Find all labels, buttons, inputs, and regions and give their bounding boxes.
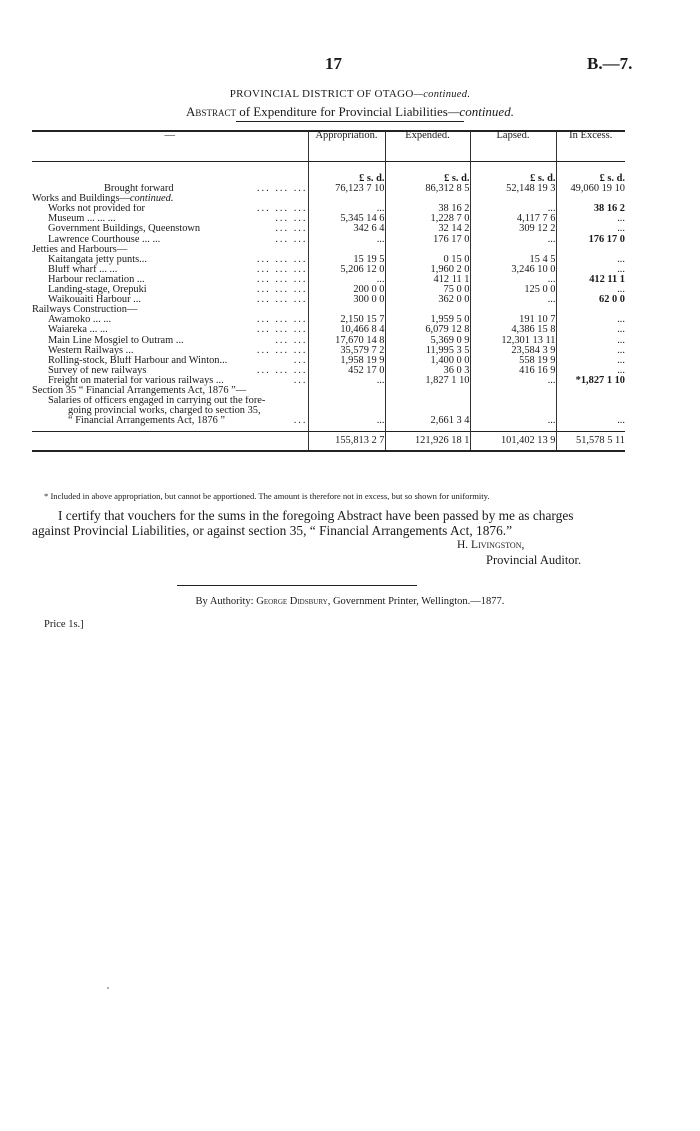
table-row [32, 194, 625, 204]
cell-expended [385, 386, 470, 396]
row-label [32, 376, 308, 386]
row-label-text: going provincial works, charged to section 35, [68, 406, 261, 417]
cell-lapsed: ... [470, 376, 556, 386]
row-label-text: Landing-stage, Orepuki [48, 285, 147, 296]
cell-appropriation: 17,670 14 8 [308, 336, 385, 346]
row-label [32, 275, 308, 285]
cell-excess: 49,060 19 10 [556, 184, 625, 194]
row-label [32, 336, 308, 346]
cell-excess [556, 305, 625, 315]
district-continued: —continued. [413, 89, 471, 100]
total-lapsed: 101,402 13 9 [470, 432, 556, 452]
total-excess: 51,578 5 11 [556, 432, 625, 452]
cell-expended: 38 16 2 [385, 204, 470, 214]
cell-expended: 412 11 1 [385, 275, 470, 285]
row-label-text: Western Railways ... [48, 345, 134, 356]
total-expended: 121,926 18 1 [385, 432, 470, 452]
table-row [32, 224, 625, 234]
row-label [32, 214, 308, 224]
section-heading [32, 386, 308, 396]
abstract-title-continued: —continued. [447, 104, 514, 119]
table-row [32, 396, 625, 406]
row-label [32, 295, 308, 305]
row-label-text: Bluff wharf ... ... [48, 264, 118, 275]
cell-expended: 5,369 0 9 [385, 336, 470, 346]
cell-excess: ... [556, 366, 625, 376]
cell-excess: ... [556, 325, 625, 335]
leader-dots: ... ... ... [256, 325, 308, 336]
cell-lapsed: 309 12 2 [470, 224, 556, 234]
cell-expended: 2,661 3 4 [385, 416, 470, 432]
leader-dots: ... [293, 355, 308, 366]
row-label-text: Section 35 “ Financial Arrangements Act, 1876 ”— [32, 385, 247, 396]
cell-expended: 6,079 12 8 [385, 325, 470, 335]
cell-expended: 32 14 2 [385, 224, 470, 234]
leader-dots: ... ... ... [256, 274, 308, 285]
row-label-text: Waiareka ... ... [48, 325, 108, 336]
signatory-title: Provincial Auditor. [486, 553, 582, 567]
total-appropriation: 155,813 2 7 [308, 432, 385, 452]
cell-lapsed [470, 396, 556, 406]
cell-lapsed: 15 4 5 [470, 255, 556, 265]
row-label-text: Harbour reclamation ... [48, 274, 145, 285]
col-header-excess: In Excess. [556, 131, 625, 162]
cell-expended: 0 15 0 [385, 255, 470, 265]
cell-excess: ... [556, 214, 625, 224]
cell-appropriation: 1,958 19 9 [308, 356, 385, 366]
row-label-text: “ Financial Arrangements Act, 1876 ” [68, 416, 225, 427]
cell-expended: 176 17 0 [385, 235, 470, 245]
cell-excess: ... [556, 255, 625, 265]
table-row [32, 285, 625, 295]
cell-appropriation [308, 406, 385, 416]
cell-expended: 86,312 8 5 [385, 184, 470, 194]
cell-excess: *1,827 1 10 [556, 376, 625, 386]
row-label-text: Waikouaiti Harbour ... [48, 295, 141, 306]
leader-dots: ... ... [275, 335, 308, 346]
table-row [32, 235, 625, 245]
cell-appropriation: 5,206 12 0 [308, 265, 385, 275]
leader-dots: ... ... ... [256, 315, 308, 326]
cell-excess [556, 245, 625, 255]
cell-expended: 1,960 2 0 [385, 265, 470, 275]
signatory-name-text: H. Livingston, [457, 539, 525, 551]
leader-dots: ... ... ... [256, 345, 308, 356]
units-lapsed: £ s. d. [470, 162, 556, 185]
cell-excess: ... [556, 416, 625, 432]
row-label-text: Main Line Mosgiel to Outram ... [48, 335, 184, 346]
imprint-printer: George Didsbury [256, 596, 328, 607]
cell-lapsed: 3,246 10 0 [470, 265, 556, 275]
leader-dots: ... ... [275, 214, 308, 225]
signatory-name [457, 539, 524, 551]
cell-excess: ... [556, 285, 625, 295]
cell-excess: 176 17 0 [556, 235, 625, 245]
row-label-text: Awamoko ... ... [48, 315, 112, 326]
table-row [32, 366, 625, 376]
table-row [32, 416, 625, 432]
cell-excess: ... [556, 315, 625, 325]
col-header-lapsed: Lapsed. [470, 131, 556, 162]
row-label-text: Museum ... ... ... [48, 214, 116, 225]
table-row [32, 406, 625, 416]
cell-lapsed: 4,386 15 8 [470, 325, 556, 335]
leader-dots: ... ... ... [256, 285, 308, 296]
cell-expended: 1,400 0 0 [385, 356, 470, 366]
cell-excess [556, 406, 625, 416]
scan-speck [107, 987, 109, 989]
row-label [32, 346, 308, 356]
leader-dots: ... ... ... [256, 295, 308, 306]
row-label [32, 285, 308, 295]
cell-appropriation: 35,579 7 2 [308, 346, 385, 356]
table-row [32, 295, 625, 305]
cell-excess: ... [556, 265, 625, 275]
row-label-text: Freight on material for various railways ... [48, 375, 224, 386]
row-label-text: Rolling-stock, Bluff Harbour and Winton... [48, 355, 228, 366]
leader-dots: ... [293, 375, 308, 386]
row-label-text: Government Buildings, Queenstown [48, 224, 201, 235]
cell-lapsed: 416 16 9 [470, 366, 556, 376]
cell-lapsed: ... [470, 295, 556, 305]
leader-dots: ... ... ... [256, 365, 308, 376]
district-name: PROVINCIAL DISTRICT OF OTAGO [229, 88, 414, 100]
cell-lapsed: 12,301 13 11 [470, 336, 556, 346]
cell-appropriation: 76,123 7 10 [308, 184, 385, 194]
row-label-text: Brought forward [104, 184, 174, 195]
row-label [32, 356, 308, 366]
cell-expended: 11,995 3 5 [385, 346, 470, 356]
row-label-text: Lawrence Courthouse ... ... [48, 234, 161, 245]
cell-lapsed [470, 194, 556, 204]
continued-suffix: continued. [129, 194, 174, 205]
row-label [32, 396, 308, 406]
cell-appropriation: 452 17 0 [308, 366, 385, 376]
cell-expended: 362 0 0 [385, 295, 470, 305]
imprint-rest: , Government Printer, Wellington.—1877. [327, 596, 505, 607]
row-label [32, 315, 308, 325]
cell-lapsed: ... [470, 235, 556, 245]
cell-excess: ... [556, 346, 625, 356]
table-row [32, 386, 625, 396]
row-label-text: Salaries of officers engaged in carrying out the fore- [48, 396, 266, 407]
section-heading [32, 305, 308, 315]
table-row [32, 325, 625, 335]
cell-expended: 75 0 0 [385, 285, 470, 295]
leader-dots: ... ... [275, 234, 308, 245]
cell-lapsed: 4,117 7 6 [470, 214, 556, 224]
row-label [32, 325, 308, 335]
cell-excess: 38 16 2 [556, 204, 625, 214]
row-label [32, 416, 308, 432]
table-header-row [32, 131, 625, 162]
col-header-label: — [32, 131, 308, 162]
authority-rule [177, 585, 417, 586]
cell-excess: ... [556, 356, 625, 366]
footnote: * Included in above appropriation, but cannot be apportioned. The amount is therefore not in excess, but so shown for uniformity. [44, 491, 490, 501]
row-label-text: Works not provided for [48, 204, 145, 215]
row-label [32, 265, 308, 275]
row-label [32, 235, 308, 245]
cell-lapsed: 125 0 0 [470, 285, 556, 295]
row-label [32, 224, 308, 234]
cell-appropriation: 200 0 0 [308, 285, 385, 295]
row-label-text: Kaitangata jetty punts... [48, 254, 147, 265]
imprint-prefix: By Authority: [195, 596, 257, 607]
cell-lapsed: 191 10 7 [470, 315, 556, 325]
col-header-expended: Expended. [385, 131, 470, 162]
document-code: B.—7. [587, 54, 633, 73]
cell-appropriation: ... [308, 204, 385, 214]
cell-appropriation: ... [308, 376, 385, 386]
row-label [32, 406, 308, 416]
cell-lapsed: ... [470, 275, 556, 285]
cell-excess: ... [556, 224, 625, 234]
cell-appropriation: 5,345 14 6 [308, 214, 385, 224]
units-expended: £ s. d. [385, 162, 470, 185]
leader-dots: ... [293, 416, 308, 427]
price-note: Price 1s.] [44, 619, 84, 630]
cell-appropriation: ... [308, 416, 385, 432]
table-row [32, 376, 625, 386]
cell-expended: 36 0 3 [385, 366, 470, 376]
district-heading [0, 88, 700, 100]
cell-expended: 1,228 7 0 [385, 214, 470, 224]
units-excess: £ s. d. [556, 162, 625, 185]
row-label [32, 366, 308, 376]
printer-imprint [0, 596, 700, 607]
cell-appropriation: ... [308, 275, 385, 285]
cell-appropriation: 342 6 4 [308, 224, 385, 234]
row-label-text: Jetties and Harbours— [32, 244, 128, 255]
cell-appropriation [308, 194, 385, 204]
row-label-text: Railways Construction— [32, 305, 138, 316]
cell-lapsed: ... [470, 416, 556, 432]
cell-appropriation: 300 0 0 [308, 295, 385, 305]
cell-lapsed: 52,148 19 3 [470, 184, 556, 194]
cell-appropriation [308, 386, 385, 396]
cell-appropriation: ... [308, 235, 385, 245]
certification-line-1: I certify that vouchers for the sums in the foregoing Abstract have been passed by me as charges [58, 508, 574, 523]
title-rule [236, 121, 464, 122]
totals-label-cell [32, 432, 308, 452]
cell-lapsed [470, 406, 556, 416]
cell-expended: 1,827 1 10 [385, 376, 470, 386]
cell-expended: 1,959 5 0 [385, 315, 470, 325]
row-label [32, 255, 308, 265]
row-label-text: Survey of new railways [48, 365, 147, 376]
totals-row [32, 432, 625, 452]
abstract-word: Abstract [186, 104, 236, 119]
cell-lapsed: 558 19 9 [470, 356, 556, 366]
cell-lapsed [470, 386, 556, 396]
page-number: 17 [325, 54, 342, 73]
leader-dots: ... ... [275, 224, 308, 235]
leader-dots: ... ... ... [256, 184, 308, 195]
certification-statement [32, 508, 574, 538]
cell-lapsed: ... [470, 204, 556, 214]
cell-excess: 412 11 1 [556, 275, 625, 285]
table-row [32, 265, 625, 275]
expenditure-table [32, 131, 625, 452]
cell-excess: 62 0 0 [556, 295, 625, 305]
cell-expended [385, 396, 470, 406]
currency-units-row [32, 162, 625, 185]
cell-appropriation: 15 19 5 [308, 255, 385, 265]
cell-excess [556, 396, 625, 406]
row-label [32, 204, 308, 214]
cell-excess [556, 386, 625, 396]
row-label [32, 184, 308, 194]
cell-appropriation: 2,150 15 7 [308, 315, 385, 325]
leader-dots: ... ... ... [256, 254, 308, 265]
abstract-title-text: of Expenditure for Provincial Liabilities [235, 104, 448, 119]
section-heading [32, 245, 308, 255]
cell-appropriation [308, 396, 385, 406]
units-appropriation: £ s. d. [308, 162, 385, 185]
row-label-text: Works and Buildings—continued. [32, 194, 174, 205]
table-row [32, 184, 625, 194]
units-label-cell [32, 162, 308, 185]
leader-dots: ... ... ... [256, 264, 308, 275]
certification-line-2: against Provincial Liabilities, or against section 35, “ Financial Arrangements Act, 1876.” [32, 523, 513, 538]
cell-lapsed: 23,584 3 9 [470, 346, 556, 356]
section-heading [32, 194, 308, 204]
cell-appropriation: 10,466 8 4 [308, 325, 385, 335]
cell-excess: ... [556, 336, 625, 346]
col-header-appropriation: Appropriation. [308, 131, 385, 162]
leader-dots: ... ... ... [256, 204, 308, 215]
abstract-title [0, 104, 700, 120]
